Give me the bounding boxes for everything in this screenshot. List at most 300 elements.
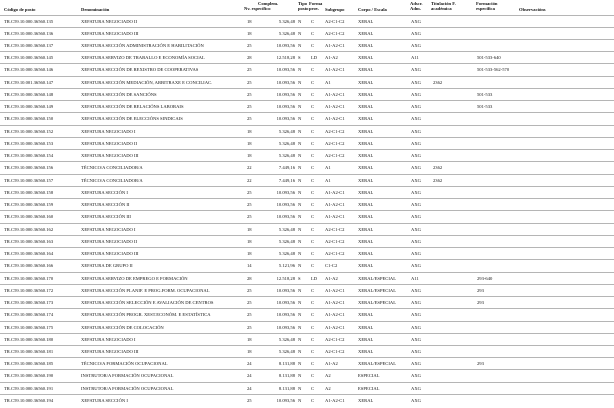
cell-tipo: N xyxy=(298,324,302,330)
cell-corpo: XERAL/ESPECIAL xyxy=(358,300,397,306)
cell-forma: LD xyxy=(311,55,318,61)
cell-codigo: TR.C59.10.000.36560.172 xyxy=(4,287,54,293)
cell-nivel: 25 xyxy=(247,202,252,208)
cell-forma: C xyxy=(311,128,315,134)
cell-corpo: XERAL xyxy=(358,226,374,232)
cell-forma: C xyxy=(311,397,315,403)
cell-adscricion: AXG xyxy=(411,30,421,36)
cell-corpo: XERAL xyxy=(358,55,374,61)
cell-nivel: 25 xyxy=(247,116,252,122)
cell-corpo: ESPECIAL xyxy=(358,373,380,379)
cell-subgrupo: A1 xyxy=(325,79,331,85)
cell-subgrupo: C1-C2 xyxy=(325,263,338,269)
cell-complemento: 10.093,56 xyxy=(276,42,295,48)
cell-denominacion: XEFATURA SECCIÓN II xyxy=(81,202,130,208)
cell-adscricion: AXG xyxy=(411,287,421,293)
cell-complemento: 7.449,16 xyxy=(278,165,295,171)
cell-adscricion: AXG xyxy=(411,373,421,379)
cell-tipo: N xyxy=(298,42,302,48)
cell-tipo: N xyxy=(298,79,302,85)
header-forma: Forma prov. xyxy=(309,1,323,11)
cell-subgrupo: A1-A2-C1 xyxy=(325,104,345,110)
cell-subgrupo: A2-C1-C2 xyxy=(325,153,345,159)
cell-tipo: N xyxy=(298,238,302,244)
cell-nivel: 25 xyxy=(247,287,252,293)
cell-tipo: N xyxy=(298,153,302,159)
cell-adscricion: AXG xyxy=(411,165,421,171)
cell-complemento: 8.131,88 xyxy=(278,385,295,391)
cell-forma: C xyxy=(311,238,315,244)
cell-tipo: S xyxy=(298,275,301,281)
cell-tipo: N xyxy=(298,18,302,24)
cell-corpo: XERAL xyxy=(358,238,374,244)
cell-subgrupo: A1-A2-C1 xyxy=(325,202,345,208)
cell-denominacion: XEFATURA SECCIÓN ADMINISTRACIÓN E HABILITACIÓN xyxy=(81,42,204,48)
cell-codigo: TR.C59.10.000.36560.158 xyxy=(4,189,54,195)
cell-denominacion: TÉCNICO/A CONCILIADOR/A xyxy=(81,177,143,183)
cell-corpo: XERAL xyxy=(358,202,374,208)
cell-codigo: TR.C59.10.000.36560.154 xyxy=(4,153,54,159)
cell-codigo: TR.C59.10.000.36560.194 xyxy=(4,397,54,403)
cell-nivel: 18 xyxy=(247,140,252,146)
cell-adscricion: AXG xyxy=(411,348,421,354)
header-titulacion: Titulación F. académica xyxy=(431,1,456,11)
cell-adscricion: AXG xyxy=(411,128,421,134)
cell-formacion: 293 xyxy=(477,361,484,367)
cell-nivel: 24 xyxy=(247,385,252,391)
cell-codigo: TR.C59.10.000.36560.163 xyxy=(4,238,54,244)
cell-subgrupo: A2-C1-C2 xyxy=(325,336,345,342)
cell-adscricion: AXG xyxy=(411,18,421,24)
cell-codigo: TR.C59.10.000.36560.157 xyxy=(4,177,54,183)
cell-denominacion: XEFATURA SECCIÓN III xyxy=(81,214,131,220)
cell-adscricion: AXG xyxy=(411,397,421,403)
cell-forma: C xyxy=(311,226,315,232)
cell-complemento: 10.093,56 xyxy=(276,67,295,73)
cell-subgrupo: A1-A2-C1 xyxy=(325,214,345,220)
cell-complemento: 5.326,48 xyxy=(278,251,295,257)
cell-corpo: XERAL xyxy=(358,348,374,354)
cell-subgrupo: A1-A2-C1 xyxy=(325,287,345,293)
cell-corpo: XERAL xyxy=(358,312,374,318)
cell-forma: C xyxy=(311,189,315,195)
cell-denominacion: XEFATURA NEGOCIADO I xyxy=(81,226,136,232)
cell-codigo: TR.C59.10.000.36560.180 xyxy=(4,336,54,342)
cell-codigo: TR.C59.10.000.36560.149 xyxy=(4,104,54,110)
cell-forma: C xyxy=(311,251,315,257)
cell-complemento: 5.326,48 xyxy=(278,18,295,24)
cell-codigo: TR.C59.10.000.36560.173 xyxy=(4,300,54,306)
cell-codigo: TR.C59.10.000.36560.146 xyxy=(4,67,54,73)
cell-complemento: 10.093,56 xyxy=(276,312,295,318)
cell-codigo: TR.C59.10.000.36560.170 xyxy=(4,275,54,281)
cell-denominacion: XEFATURA DE GRUPO II xyxy=(81,263,133,269)
cell-corpo: XERAL/ESPECIAL xyxy=(358,287,397,293)
cell-subgrupo: A2-C1-C2 xyxy=(325,251,345,257)
cell-nivel: 22 xyxy=(247,177,252,183)
cell-codigo: TR.C59.10.000.36560.135 xyxy=(4,18,54,24)
header-corpo: Corpo / Escala xyxy=(358,7,387,12)
cell-tipo: N xyxy=(298,116,302,122)
cell-subgrupo: A1-A2-C1 xyxy=(325,91,345,97)
cell-subgrupo: A2 xyxy=(325,373,331,379)
cell-subgrupo: A1-A2-C1 xyxy=(325,312,345,318)
cell-corpo: ESPECIAL xyxy=(358,385,380,391)
cell-forma: C xyxy=(311,385,315,391)
cell-denominacion: XEFATURA NEGOCIADO II xyxy=(81,140,138,146)
cell-corpo: XERAL xyxy=(358,251,374,257)
cell-subgrupo: A1-A2-C1 xyxy=(325,67,345,73)
cell-subgrupo: A1-A2 xyxy=(325,275,338,281)
cell-codigo: TR.C59.10.000.36560.136 xyxy=(4,30,54,36)
cell-denominacion: XEFATURA SECCIÓN I xyxy=(81,397,128,403)
cell-codigo: TR.C59.10.000.36560.190 xyxy=(4,373,54,379)
cell-forma: C xyxy=(311,177,315,183)
cell-codigo: TR.C59.10.000.36560.148 xyxy=(4,91,54,97)
cell-tipo: N xyxy=(298,300,302,306)
cell-denominacion: XEFATURA SECCIÓN MEDIACIÓN, ARBITRAXE E CONCILIAC. xyxy=(81,79,213,85)
cell-nivel: 25 xyxy=(247,42,252,48)
cell-denominacion: XEFATURA NEGOCIADO II xyxy=(81,238,138,244)
cell-corpo: XERAL xyxy=(358,140,374,146)
cell-forma: C xyxy=(311,373,315,379)
cell-formacion: 501-533-640 xyxy=(477,55,501,61)
cell-adscricion: AXG xyxy=(411,140,421,146)
cell-tipo: N xyxy=(298,348,302,354)
cell-nivel: 24 xyxy=(247,361,252,367)
cell-tipo: N xyxy=(298,361,302,367)
cell-forma: C xyxy=(311,91,315,97)
cell-nivel: 18 xyxy=(247,238,252,244)
cell-forma: C xyxy=(311,300,315,306)
cell-adscricion: AXG xyxy=(411,312,421,318)
cell-nivel: 22 xyxy=(247,165,252,171)
cell-corpo: XERAL xyxy=(358,91,374,97)
cell-denominacion: INSTRUTOR/A FORMACIÓN OCUPACIONAL xyxy=(81,385,174,391)
cell-subgrupo: A1-A2-C1 xyxy=(325,189,345,195)
cell-subgrupo: A2-C1-C2 xyxy=(325,18,345,24)
cell-tipo: N xyxy=(298,67,302,73)
cell-complemento: 8.131,88 xyxy=(278,373,295,379)
cell-codigo: TR.C59.10.001.36560.147 xyxy=(4,79,54,85)
cell-adscricion: AXG xyxy=(411,153,421,159)
cell-codigo: TR.C59.10.000.36560.181 xyxy=(4,348,54,354)
cell-adscricion: AXG xyxy=(411,177,421,183)
cell-corpo: XERAL xyxy=(358,67,374,73)
cell-corpo: XERAL xyxy=(358,324,374,330)
cell-complemento: 5.326,48 xyxy=(278,238,295,244)
cell-forma: C xyxy=(311,202,315,208)
cell-subgrupo: A1-A2-C1 xyxy=(325,300,345,306)
cell-adscricion: AXG xyxy=(411,79,421,85)
cell-corpo: XERAL xyxy=(358,128,374,134)
cell-denominacion: TÉCNICO/A FORMACIÓN OCUPACIONAL xyxy=(81,361,168,367)
cell-complemento: 5.326,48 xyxy=(278,226,295,232)
cell-codigo: TR.C59.10.000.36560.162 xyxy=(4,226,54,232)
cell-nivel: 28 xyxy=(247,275,252,281)
cell-codigo: TR.C59.10.000.36560.185 xyxy=(4,361,54,367)
cell-complemento: 10.093,56 xyxy=(276,287,295,293)
cell-denominacion: XEFATURA SECCIÓN PROGR. XEST.ECONÓM. E ESTATÍSTICA xyxy=(81,312,211,318)
cell-codigo: TR.C59.10.000.36560.150 xyxy=(4,116,54,122)
header-subgrupo: Subgrupo xyxy=(325,7,345,12)
cell-tipo: N xyxy=(298,177,302,183)
cell-nivel: 25 xyxy=(247,300,252,306)
cell-adscricion: AXG xyxy=(411,214,421,220)
cell-nivel: 18 xyxy=(247,226,252,232)
cell-codigo: TR.C59.10.000.36560.153 xyxy=(4,140,54,146)
cell-nivel: 25 xyxy=(247,91,252,97)
cell-tipo: N xyxy=(298,30,302,36)
cell-forma: C xyxy=(311,361,315,367)
cell-forma: C xyxy=(311,324,315,330)
cell-adscricion: AXG xyxy=(411,202,421,208)
cell-nivel: 25 xyxy=(247,214,252,220)
cell-adscricion: AXG xyxy=(411,251,421,257)
cell-adscricion: AXG xyxy=(411,324,421,330)
cell-subgrupo: A1-A2 xyxy=(325,361,338,367)
cell-forma: C xyxy=(311,336,315,342)
table-row xyxy=(0,394,614,407)
cell-forma: C xyxy=(311,116,315,122)
cell-corpo: XERAL xyxy=(358,214,374,220)
cell-denominacion: XEFATURA NEGOCIADO III xyxy=(81,153,139,159)
cell-denominacion: XEFATURA NEGOCIADO II xyxy=(81,18,138,24)
cell-forma: C xyxy=(311,42,315,48)
cell-denominacion: XEFATURA SERVIZO DE EMPREGO E FORMACIÓN xyxy=(81,275,188,281)
cell-codigo: TR.C59.10.000.36560.164 xyxy=(4,251,54,257)
cell-codigo: TR.C59.10.000.36560.191 xyxy=(4,385,54,391)
cell-forma: C xyxy=(311,18,315,24)
cell-tipo: N xyxy=(298,312,302,318)
cell-formacion: 501-533 xyxy=(477,91,493,97)
cell-tipo: N xyxy=(298,165,302,171)
cell-titulacion: 2362 xyxy=(433,79,443,85)
cell-adscricion: AXG xyxy=(411,263,421,269)
cell-complemento: 8.131,88 xyxy=(278,361,295,367)
cell-codigo: TR.C59.10.000.36560.159 xyxy=(4,202,54,208)
header-nivel-complemento xyxy=(244,1,298,11)
cell-forma: C xyxy=(311,67,315,73)
cell-nivel: 25 xyxy=(247,312,252,318)
cell-forma: C xyxy=(311,104,315,110)
header-complemento-line2: específico xyxy=(251,6,271,11)
cell-tipo: N xyxy=(298,287,302,293)
cell-subgrupo: A2-C1-C2 xyxy=(325,238,345,244)
cell-denominacion: XEFATURA SECCIÓN DE ELECCIÓNS SINDICAIS xyxy=(81,116,183,122)
cell-complemento: 10.093,56 xyxy=(276,116,295,122)
header-codigo: Código de posto xyxy=(4,7,36,12)
cell-subgrupo: A2 xyxy=(325,385,331,391)
cell-denominacion: XEFATURA SECCIÓN I xyxy=(81,189,128,195)
cell-corpo: XERAL xyxy=(358,336,374,342)
cell-tipo: N xyxy=(298,189,302,195)
cell-denominacion: TÉCNICO/A CONCILIADOR/A xyxy=(81,165,143,171)
header-tipo: Tipo posto xyxy=(298,1,309,11)
cell-tipo: N xyxy=(298,397,302,403)
cell-nivel: 25 xyxy=(247,79,252,85)
cell-forma: C xyxy=(311,153,315,159)
cell-tipo: N xyxy=(298,263,302,269)
cell-nivel: 28 xyxy=(247,55,252,61)
cell-complemento: 12.518,28 xyxy=(276,275,295,281)
cell-denominacion: XEFATURA SECCIÓN DE REXISTRO DE COOPERATIVAS xyxy=(81,67,199,73)
cell-subgrupo: A1-A2 xyxy=(325,55,338,61)
cell-denominacion: XEFATURA SECCIÓN SELECCIÓN E AVALIACIÓN DE CENTROS xyxy=(81,300,214,306)
cell-tipo: N xyxy=(298,104,302,110)
cell-nivel: 25 xyxy=(247,189,252,195)
cell-subgrupo: A1-A2-C1 xyxy=(325,42,345,48)
cell-codigo: TR.C59.10.000.36560.174 xyxy=(4,312,54,318)
cell-corpo: XERAL xyxy=(358,116,374,122)
cell-tipo: S xyxy=(298,55,301,61)
cell-corpo: XERAL xyxy=(358,18,374,24)
cell-nivel: 18 xyxy=(247,251,252,257)
cell-complemento: 10.093,56 xyxy=(276,202,295,208)
cell-complemento: 10.093,56 xyxy=(276,91,295,97)
cell-corpo: XERAL xyxy=(358,79,374,85)
header-adscricion: Adscr. Adm. xyxy=(410,1,423,11)
cell-subgrupo: A2-C1-C2 xyxy=(325,348,345,354)
cell-adscricion: AXG xyxy=(411,226,421,232)
cell-codigo: TR.C59.10.000.36560.175 xyxy=(4,324,54,330)
cell-subgrupo: A1-A2-C1 xyxy=(325,324,345,330)
cell-forma: C xyxy=(311,79,315,85)
cell-formacion: 501-533 xyxy=(477,104,493,110)
cell-forma: C xyxy=(311,165,315,171)
cell-denominacion: XEFATURA NEGOCIADO III xyxy=(81,30,139,36)
cell-nivel: 18 xyxy=(247,348,252,354)
cell-codigo: TR.C59.10.000.36560.137 xyxy=(4,42,54,48)
header-observaciones: Observacións xyxy=(519,7,546,12)
cell-tipo: N xyxy=(298,251,302,257)
cell-forma: C xyxy=(311,348,315,354)
header-denominacion: Denominación xyxy=(81,7,110,12)
cell-denominacion: XEFATURA NEGOCIADO III xyxy=(81,348,139,354)
cell-forma: C xyxy=(311,312,315,318)
cell-adscricion: AXG xyxy=(411,189,421,195)
cell-complemento: 12.518,28 xyxy=(276,55,295,61)
cell-nivel: 14 xyxy=(247,263,252,269)
cell-codigo: TR.C59.10.000.36560.152 xyxy=(4,128,54,134)
cell-adscricion: AXG xyxy=(411,67,421,73)
cell-nivel: 18 xyxy=(247,30,252,36)
cell-subgrupo: A1 xyxy=(325,177,331,183)
cell-complemento: 5.326,48 xyxy=(278,153,295,159)
cell-complemento: 5.326,48 xyxy=(278,30,295,36)
header-formacion: Formación específica xyxy=(476,1,498,11)
cell-tipo: N xyxy=(298,140,302,146)
cell-complemento: 10.093,56 xyxy=(276,79,295,85)
cell-tipo: N xyxy=(298,91,302,97)
cell-subgrupo: A1 xyxy=(325,165,331,171)
cell-complemento: 10.093,56 xyxy=(276,189,295,195)
cell-denominacion: XEFATURA SERVIZO DE TRABALLO E ECONOMÍA SOCIAL xyxy=(81,55,205,61)
cell-corpo: XERAL xyxy=(358,177,374,183)
cell-adscricion: AXG xyxy=(411,336,421,342)
cell-corpo: XERAL xyxy=(358,263,374,269)
cell-corpo: XERAL xyxy=(358,30,374,36)
cell-adscricion: AXG xyxy=(411,238,421,244)
cell-corpo: XERAL xyxy=(358,397,374,403)
cell-complemento: 10.093,56 xyxy=(276,324,295,330)
cell-corpo: XERAL/ESPECIAL xyxy=(358,361,397,367)
cell-denominacion: XEFATURA NEGOCIADO I xyxy=(81,336,136,342)
cell-formacion: 501-533-562-570 xyxy=(477,67,510,73)
cell-subgrupo: A2-C1-C2 xyxy=(325,226,345,232)
cell-codigo: TR.C59.10.000.36560.160 xyxy=(4,214,54,220)
cell-denominacion: XEFATURA SECCIÓN DE SANCIÓNS xyxy=(81,91,157,97)
cell-complemento: 5.326,48 xyxy=(278,348,295,354)
cell-nivel: 24 xyxy=(247,373,252,379)
cell-complemento: 5.326,48 xyxy=(278,128,295,134)
cell-complemento: 10.093,56 xyxy=(276,300,295,306)
cell-subgrupo: A2-C1-C2 xyxy=(325,30,345,36)
header-nivel: Nv. xyxy=(244,6,251,11)
cell-denominacion: INSTRUTOR/A FORMACIÓN OCUPACIONAL xyxy=(81,373,174,379)
cell-formacion: 293-640 xyxy=(477,275,493,281)
header-complemento-line1: Complem. xyxy=(258,1,279,6)
cell-adscricion: AXG xyxy=(411,300,421,306)
cell-nivel: 25 xyxy=(247,67,252,73)
cell-denominacion: XEFATURA SECCIÓN PLANIF. E PROG.FORM. OCUPACIONAL xyxy=(81,287,210,293)
cell-adscricion: AXG xyxy=(411,42,421,48)
cell-tipo: N xyxy=(298,214,302,220)
cell-formacion: 293 xyxy=(477,300,484,306)
cell-adscricion: A11 xyxy=(411,275,419,281)
cell-codigo: TR.C59.10.000.36560.166 xyxy=(4,263,54,269)
cell-subgrupo: A2-C1-C2 xyxy=(325,140,345,146)
cell-corpo: XERAL xyxy=(358,104,374,110)
cell-adscricion: AXG xyxy=(411,361,421,367)
cell-codigo: TR.C59.10.000.36560.145 xyxy=(4,55,54,61)
cell-tipo: N xyxy=(298,336,302,342)
cell-complemento: 10.093,56 xyxy=(276,104,295,110)
cell-nivel: 18 xyxy=(247,336,252,342)
cell-denominacion: XEFATURA SECCIÓN DE COLOCACIÓN xyxy=(81,324,164,330)
cell-complemento: 5.326,48 xyxy=(278,336,295,342)
cell-corpo: XERAL xyxy=(358,153,374,159)
cell-codigo: TR.C59.10.000.36560.156 xyxy=(4,165,54,171)
cell-adscricion: AXG xyxy=(411,385,421,391)
cell-forma: C xyxy=(311,263,315,269)
cell-complemento: 10.093,56 xyxy=(276,397,295,403)
cell-adscricion: AXG xyxy=(411,91,421,97)
table-header xyxy=(0,0,614,14)
cell-complemento: 7.449,16 xyxy=(278,177,295,183)
cell-adscricion: AXG xyxy=(411,104,421,110)
cell-tipo: N xyxy=(298,202,302,208)
cell-nivel: 25 xyxy=(247,397,252,403)
cell-denominacion: XEFATURA NEGOCIADO I xyxy=(81,128,136,134)
cell-titulacion: 2362 xyxy=(433,177,443,183)
cell-adscricion: AXG xyxy=(411,116,421,122)
cell-subgrupo: A1-A2-C1 xyxy=(325,397,345,403)
cell-nivel: 18 xyxy=(247,18,252,24)
cell-corpo: XERAL xyxy=(358,165,374,171)
cell-nivel: 18 xyxy=(247,128,252,134)
cell-subgrupo: A1-A2-C1 xyxy=(325,116,345,122)
cell-adscricion: A11 xyxy=(411,55,419,61)
cell-forma: C xyxy=(311,30,315,36)
cell-tipo: N xyxy=(298,373,302,379)
cell-nivel: 25 xyxy=(247,324,252,330)
cell-forma: C xyxy=(311,287,315,293)
cell-forma: LD xyxy=(311,275,318,281)
cell-titulacion: 2362 xyxy=(433,165,443,171)
cell-forma: C xyxy=(311,140,315,146)
cell-corpo: XERAL/ESPECIAL xyxy=(358,275,397,281)
